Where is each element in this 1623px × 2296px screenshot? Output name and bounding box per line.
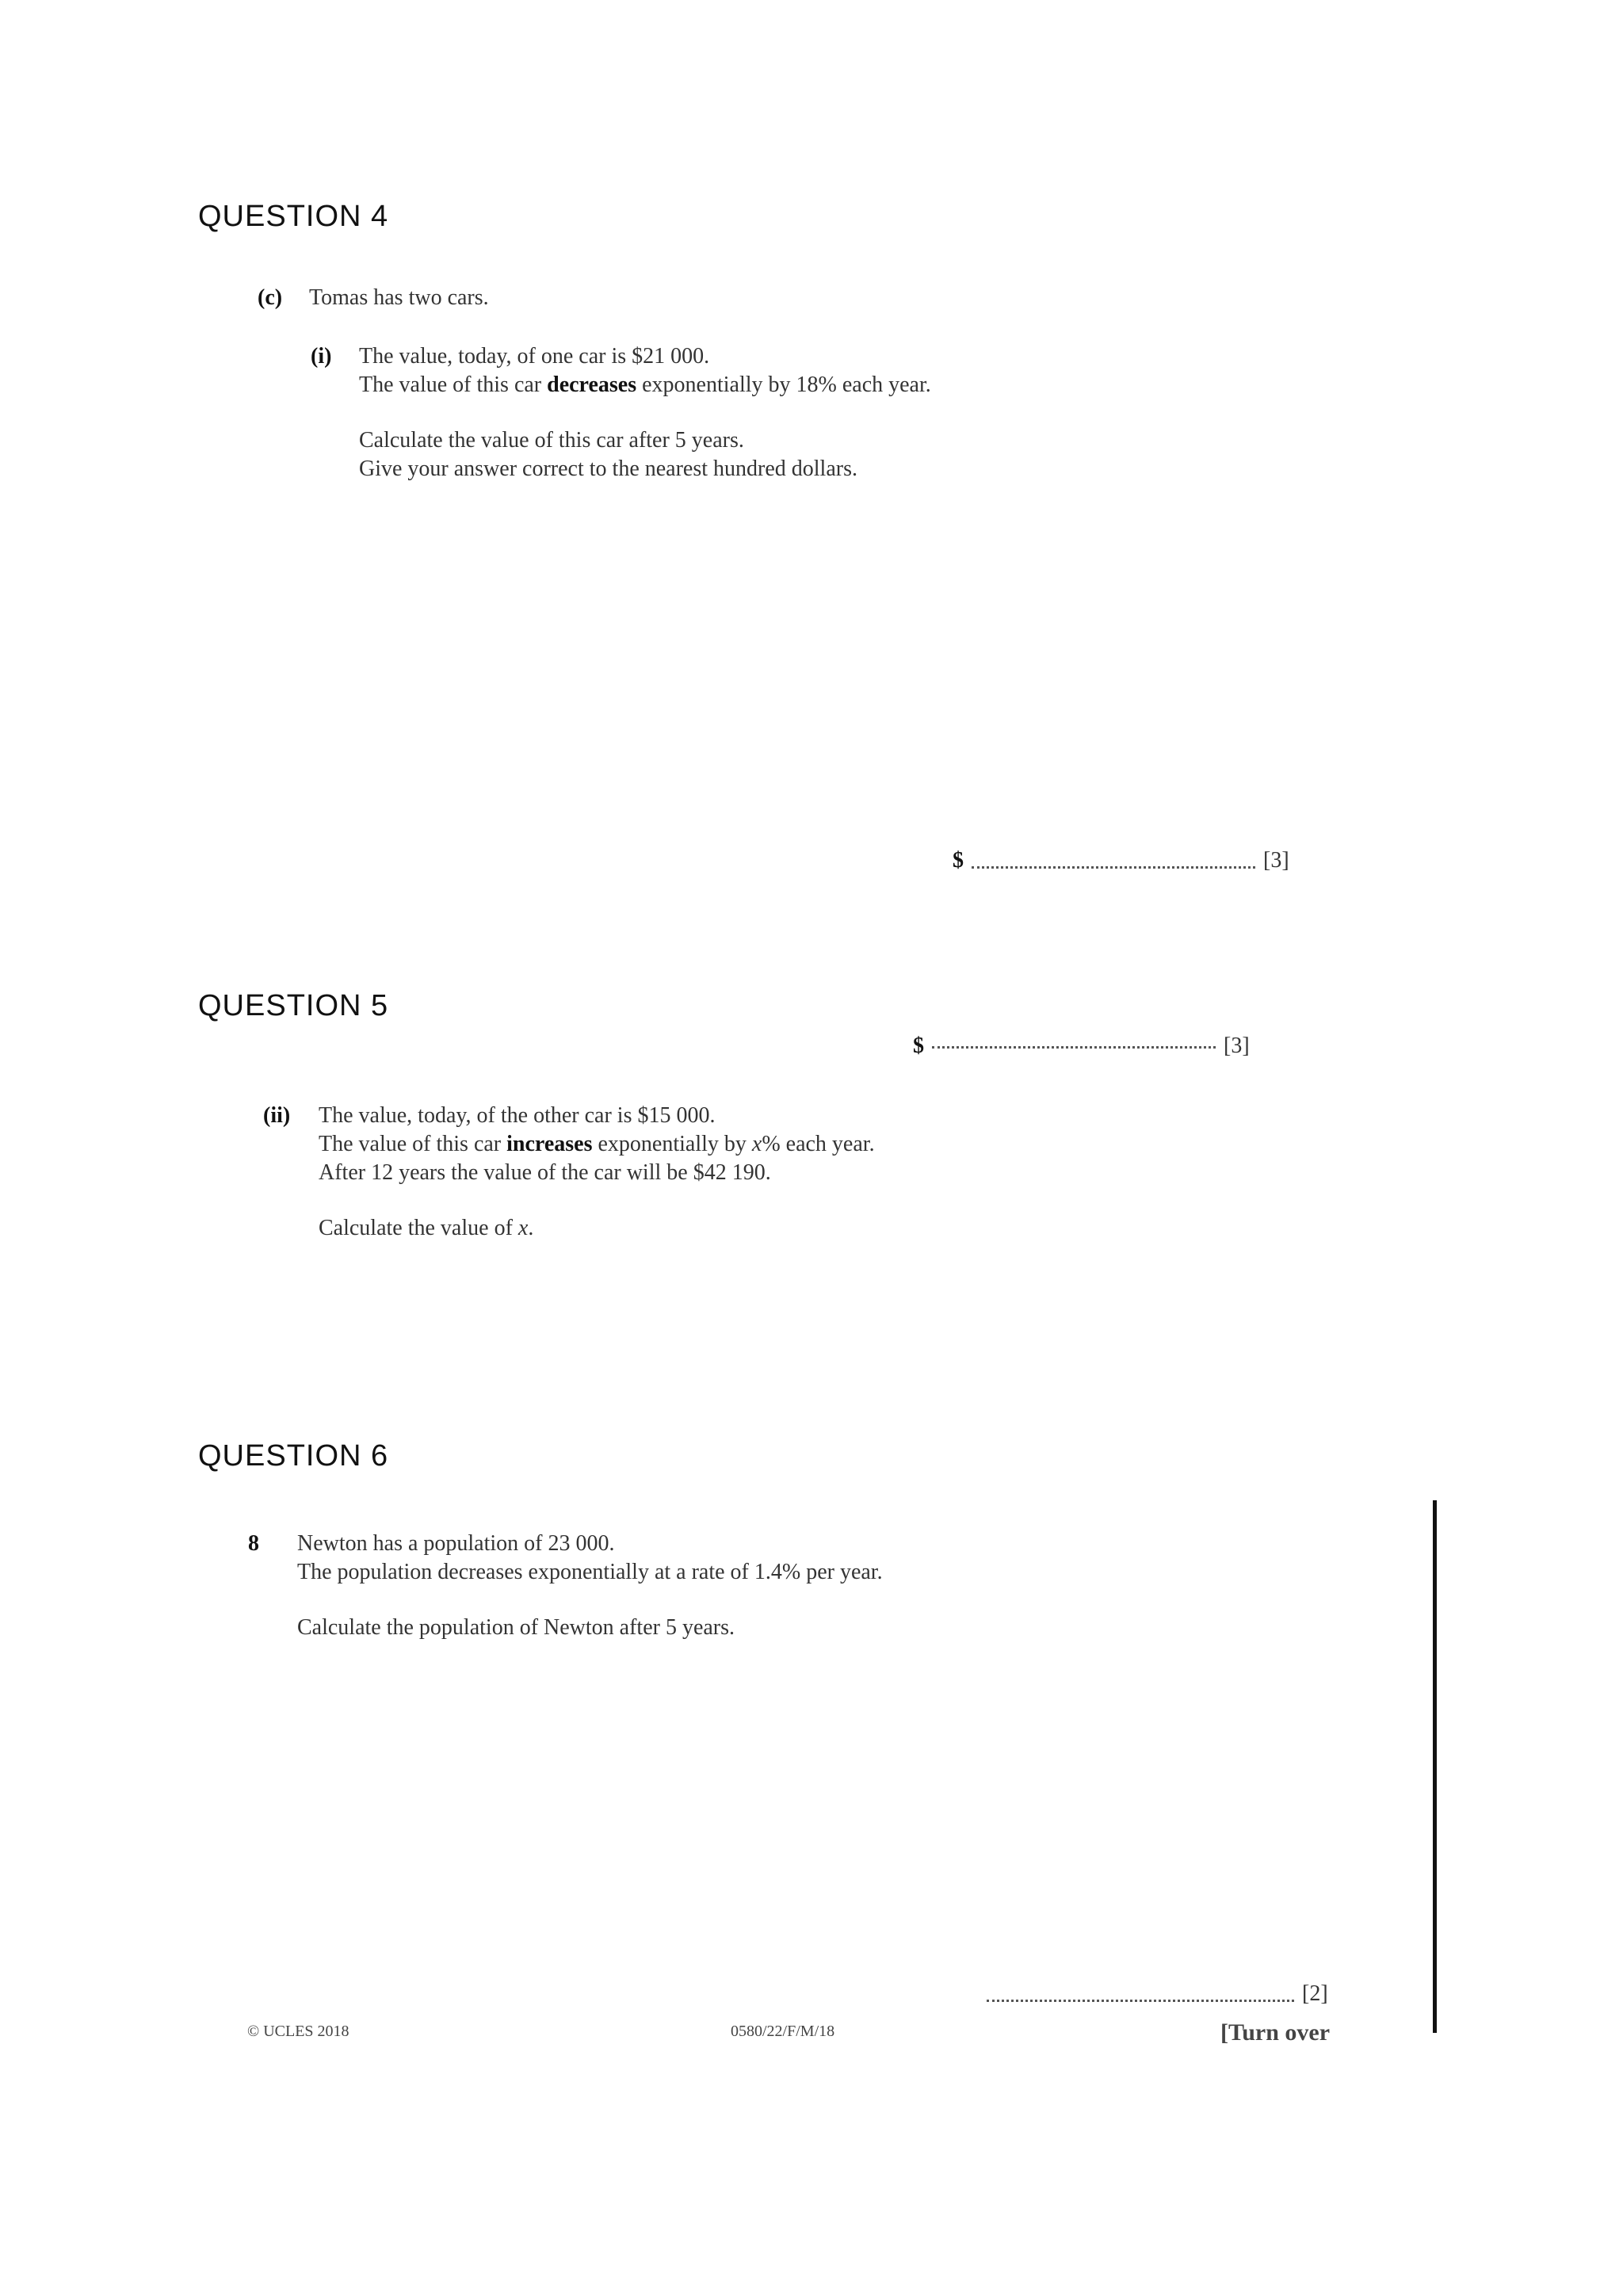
sub-i-label: (i) (311, 344, 332, 369)
q6-line2: The population decreases exponentially at a rate of 1.4% per year. (297, 1560, 883, 1584)
sub-i-line1: The value, today, of one car is $21 000. (359, 344, 710, 369)
sub-i-line2: The value of this car decreases exponentially by 18% each year. (359, 372, 931, 397)
page-footer (0, 2019, 1623, 2046)
question-4-heading: QUESTION 4 (198, 200, 389, 233)
marks: [3] (1224, 1033, 1250, 1058)
q5-cut-answer-line (913, 1033, 1250, 1060)
sub-ii-line2: The value of this car increases exponentially by x% each year. (319, 1132, 875, 1156)
q4-answer-line (953, 848, 1289, 873)
question-number: 8 (248, 1531, 259, 1556)
dollar-sign: $ (953, 848, 964, 873)
sub-ii-label: (ii) (263, 1103, 291, 1128)
answer-dots (987, 2000, 1294, 2002)
copyright: © UCLES 2018 (247, 2023, 349, 2040)
answer-dots (972, 866, 1255, 869)
part-c-label: (c) (258, 285, 283, 310)
sub-i-line3: Calculate the value of this car after 5 years. (359, 428, 744, 453)
dollar-sign: $ (913, 1033, 924, 1058)
q6-line3: Calculate the population of Newton after 5 years. (297, 1615, 735, 1640)
q6-answer-line (987, 1981, 1328, 2007)
part-c-text: Tomas has two cars. (309, 285, 489, 310)
sub-ii-line4: Calculate the value of x. (319, 1216, 534, 1240)
sub-ii-line1: The value, today, of the other car is $15 000. (319, 1103, 716, 1128)
paper-code: 0580/22/F/M/18 (731, 2023, 835, 2040)
margin-rule (1433, 1500, 1437, 2033)
marks: [2] (1302, 1981, 1328, 2006)
answer-dots (932, 1046, 1216, 1049)
marks: [3] (1263, 848, 1289, 873)
question-6-heading: QUESTION 6 (198, 1439, 389, 1473)
turn-over: [Turn over (1220, 2019, 1331, 2046)
sub-i-line4: Give your answer correct to the nearest hundred dollars. (359, 457, 857, 481)
sub-ii-line3: After 12 years the value of the car will be $42 190. (319, 1160, 771, 1185)
question-5-heading: QUESTION 5 (198, 989, 389, 1022)
q6-line1: Newton has a population of 23 000. (297, 1531, 615, 1556)
